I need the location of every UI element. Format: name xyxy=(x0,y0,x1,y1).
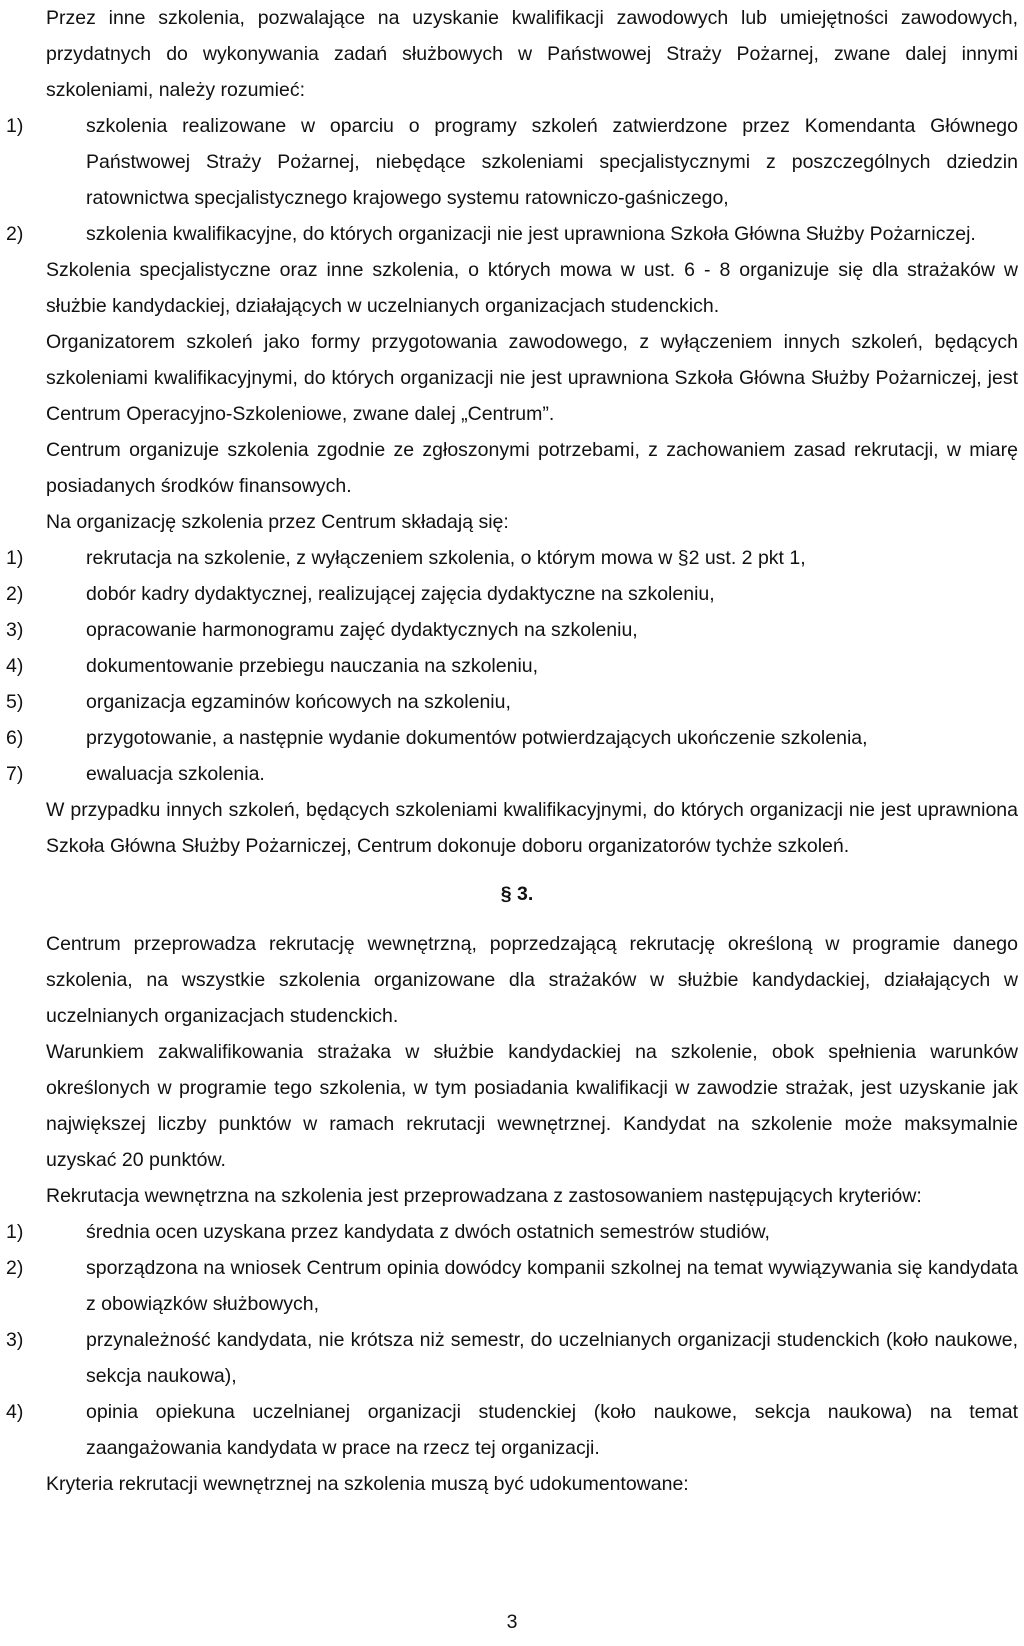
item-number: 3) xyxy=(6,1329,24,1351)
list-item xyxy=(6,216,1018,252)
item-number: 2) xyxy=(6,583,24,605)
item-number: 6) xyxy=(6,727,24,749)
list-item xyxy=(6,1394,1018,1466)
list-item xyxy=(6,648,1018,684)
item-text: Szkolenia specjalistyczne oraz inne szkolenia, o których mowa w ust. 6 - 8 organizuje się dla strażaków w służbie kandydackiej, działających w uczelnianych organizacjach studenckich. xyxy=(46,259,1018,317)
paragraph-item xyxy=(8,926,1018,1034)
item-text: W przypadku innych szkoleń, będących szkoleniami kwalifikacyjnymi, do których organizacji nie jest uprawniona Szkoła Główna Służby Pożarniczej, Centrum dokonuje doboru organizatorów tychże szkoleń. xyxy=(46,799,1018,857)
item-text: Centrum organizuje szkolenia zgodnie ze zgłoszonymi potrzebami, z zachowaniem zasad rekrutacji, w miarę posiadanych środków finansowych. xyxy=(46,439,1018,497)
paragraph-item xyxy=(8,1178,1018,1214)
item-text: Rekrutacja wewnętrzna na szkolenia jest przeprowadzana z zastosowaniem następujących kryteriów: xyxy=(46,1185,922,1207)
paragraph-item xyxy=(8,1034,1018,1178)
item-text: rekrutacja na szkolenie, z wyłączeniem szkolenia, o którym mowa w §2 ust. 2 pkt 1, xyxy=(86,547,806,569)
paragraph-item xyxy=(8,0,1018,108)
item-text: przygotowanie, a następnie wydanie dokumentów potwierdzających ukończenie szkolenia, xyxy=(86,727,868,749)
item-text: dokumentowanie przebiegu nauczania na szkoleniu, xyxy=(86,655,539,677)
item-text: szkolenia kwalifikacyjne, do których organizacji nie jest uprawniona Szkoła Główna Służby Pożarniczej. xyxy=(86,223,976,245)
item-number: 5) xyxy=(6,691,24,713)
list-item xyxy=(6,108,1018,216)
item-number: 2) xyxy=(6,1257,24,1279)
item-number: 1) xyxy=(6,1221,24,1243)
paragraph-item xyxy=(8,1466,1018,1502)
item-text: Przez inne szkolenia, pozwalające na uzyskanie kwalifikacji zawodowych lub umiejętności zawodowych, przydatnych do wykonywania zadań służbowych w Państwowej Straży Pożarnej, zwane dalej innymi szkoleniami, należy rozumieć: xyxy=(46,7,1018,101)
section-heading: § 3. xyxy=(500,883,534,905)
list-item xyxy=(6,756,1018,792)
list-item xyxy=(6,540,1018,576)
item-text: Warunkiem zakwalifikowania strażaka w służbie kandydackiej na szkolenie, obok spełnienia warunków określonych w programie tego szkolenia, w tym posiadania kwalifikacji w zawodzie strażak, jest uzyskanie jak największej liczby punktów w ramach rekrutacji wewnętrznej. Kandydat na szkolenie może maksymalnie uzyskać 20 punktów. xyxy=(46,1041,1018,1171)
item-text: opinia opiekuna uczelnianej organizacji studenckiej (koło naukowe, sekcja naukowa) na temat zaangażowania kandydata w prace na rzecz tej organizacji. xyxy=(86,1401,1018,1459)
page-number: 3 xyxy=(506,1611,518,1633)
item-number: 4) xyxy=(6,1401,24,1423)
item-text: opracowanie harmonogramu zajęć dydaktycznych na szkoleniu, xyxy=(86,619,638,641)
paragraph-item xyxy=(8,432,1018,504)
item-text: średnia ocen uzyskana przez kandydata z dwóch ostatnich semestrów studiów, xyxy=(86,1221,770,1243)
item-text: organizacja egzaminów końcowych na szkoleniu, xyxy=(86,691,511,713)
item-number: 4) xyxy=(6,655,24,677)
paragraph-item xyxy=(8,504,1018,540)
item-text: Centrum przeprowadza rekrutację wewnętrzną, poprzedzającą rekrutację określoną w programie danego szkolenia, na wszystkie szkolenia organizowane dla strażaków w służbie kandydackiej, działających w uczelnianych organizacjach studenckich. xyxy=(46,933,1018,1027)
item-number: 7) xyxy=(6,763,24,785)
item-text: Organizatorem szkoleń jako formy przygotowania zawodowego, z wyłączeniem innych szkoleń, będących szkoleniami kwalifikacyjnymi, do których organizacji nie jest uprawniona Szkoła Główna Służby Pożarniczej, jest Centrum Operacyjno-Szkoleniowe, zwane dalej „Centrum”. xyxy=(46,331,1018,425)
item-number: 1) xyxy=(6,115,24,137)
item-text: szkolenia realizowane w oparciu o programy szkoleń zatwierdzone przez Komendanta Głównego Państwowej Straży Pożarnej, niebędące szkoleniami specjalistycznymi z poszczególnych dziedzin ratownictwa specjalistycznego krajowego systemu ratowniczo-gaśniczego, xyxy=(86,115,1018,209)
list-item xyxy=(6,1250,1018,1322)
item-number: 2) xyxy=(6,223,24,245)
list-item xyxy=(6,684,1018,720)
item-text: Kryteria rekrutacji wewnętrznej na szkolenia muszą być udokumentowane: xyxy=(46,1473,689,1495)
item-number: 3) xyxy=(6,619,24,641)
item-text: sporządzona na wniosek Centrum opinia dowódcy kompanii szkolnej na temat wywiązywania się kandydata z obowiązków służbowych, xyxy=(86,1257,1018,1315)
list-item xyxy=(6,720,1018,756)
list-item xyxy=(6,1322,1018,1394)
list-item xyxy=(6,612,1018,648)
item-number: 1) xyxy=(6,547,24,569)
list-item xyxy=(6,1214,1018,1250)
item-text: przynależność kandydata, nie krótsza niż semestr, do uczelnianych organizacji studenckich (koło naukowe, sekcja naukowa), xyxy=(86,1329,1018,1387)
list-item xyxy=(6,576,1018,612)
paragraph-item xyxy=(8,324,1018,432)
item-text: dobór kadry dydaktycznej, realizującej zajęcia dydaktyczne na szkoleniu, xyxy=(86,583,715,605)
paragraph-item xyxy=(8,792,1018,864)
item-text: ewaluacja szkolenia. xyxy=(86,763,265,785)
item-text: Na organizację szkolenia przez Centrum składają się: xyxy=(46,511,509,533)
paragraph-item xyxy=(8,252,1018,324)
